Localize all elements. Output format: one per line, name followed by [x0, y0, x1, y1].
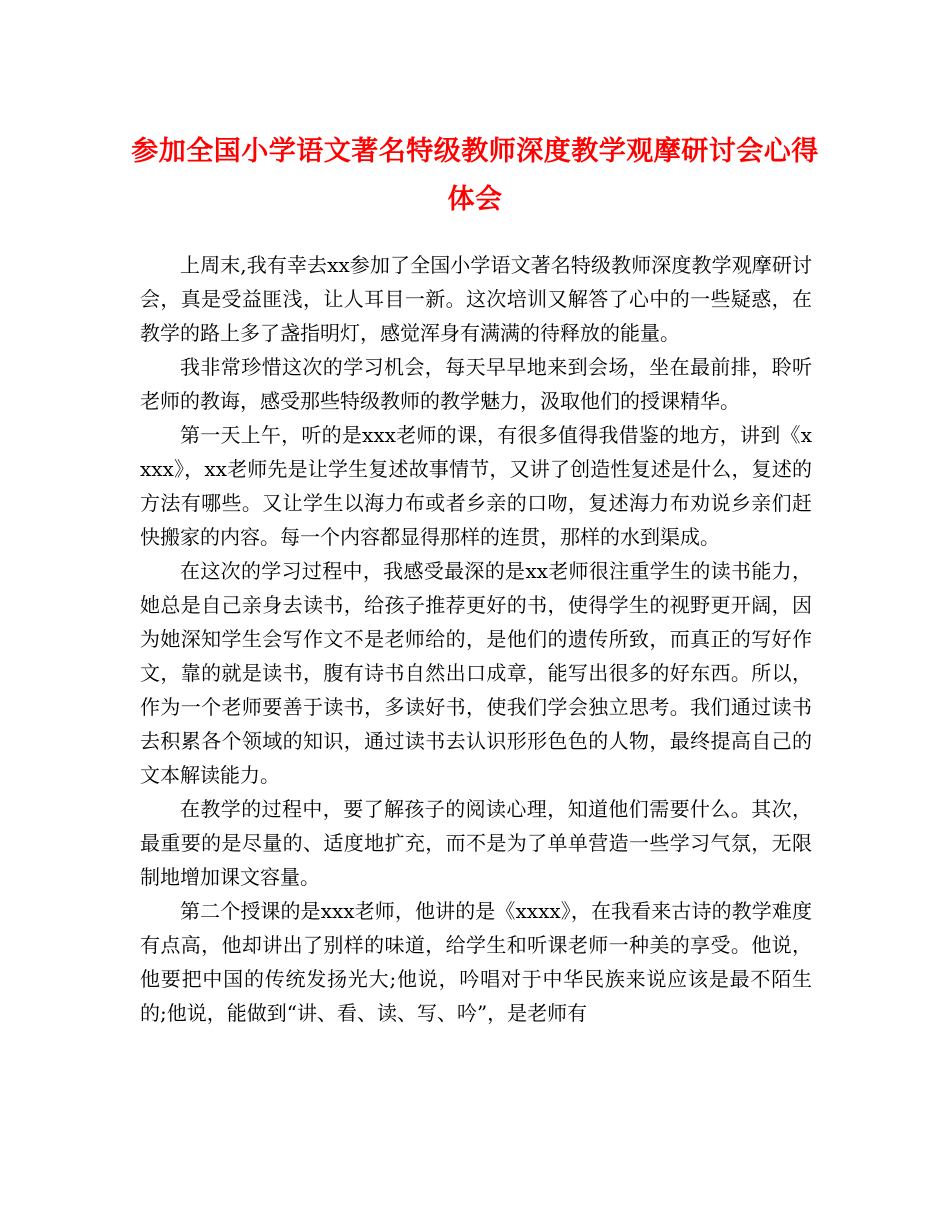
paragraph-4: 在这次的学习过程中，我感受最深的是xx老师很注重学生的读书能力，她总是自己亲身去读书，给孩子推荐更好的书，使得学生的视野更开阔，因为她深知学生会写作文不是老师给的，是他们的遗传所致，而真正的写好作文，靠的就是读书，腹有诗书自然出口成章，能写出很多的好东西。所以，作为一个老师要善于读书，多读好书，使我们学会独立思考。我们通过读书去积累各个领域的知识，通过读书去认识形形色色的人物，最终提高自己的文本解读能力。 — [140, 559, 812, 787]
document-body — [140, 248, 812, 1030]
paragraph-5: 在教学的过程中，要了解孩子的阅读心理，知道他们需要什么。其次，最重要的是尽量的、适度地扩充，而不是为了单单营造一些学习气氛，无限制地增加课文容量。 — [140, 797, 812, 889]
paragraph-2: 我非常珍惜这次的学习机会，每天早早地来到会场，坐在最前排，聆听老师的教诲，感受那些特级教师的教学魅力，汲取他们的授课精华。 — [140, 355, 812, 413]
paragraph-6: 第二个授课的是xxx老师，他讲的是《xxxx》，在我看来古诗的教学难度有点高，他却讲出了别样的味道，给学生和听课老师一种美的享受。他说，他要把中国的传统发扬光大;他说，吟唱对于中华民族来说应该是最不陌生的;他说，能做到“讲、看、读、写、吟”，是老师有 — [140, 899, 812, 1025]
paragraph-1: 上周末,我有幸去xx参加了全国小学语文著名特级教师深度教学观摩研讨会，真是受益匪浅，让人耳目一新。这次培训又解答了心中的一些疑惑，在教学的路上多了盏指明灯，感觉浑身有满满的待释放的能量。 — [140, 253, 812, 345]
document-title: 参加全国小学语文著名特级教师深度教学观摩研讨会心得体会 — [131, 136, 819, 215]
paragraph-3: 第一天上午，听的是xxx老师的课，有很多值得我借鉴的地方，讲到《xxxx》，xx老师先是让学生复述故事情节，又讲了创造性复述是什么，复述的方法有哪些。又让学生以海力布或者乡亲的口吻，复述海力布劝说乡亲们赶快搬家的内容。每一个内容都显得那样的连贯，那样的水到渠成。 — [140, 423, 812, 549]
